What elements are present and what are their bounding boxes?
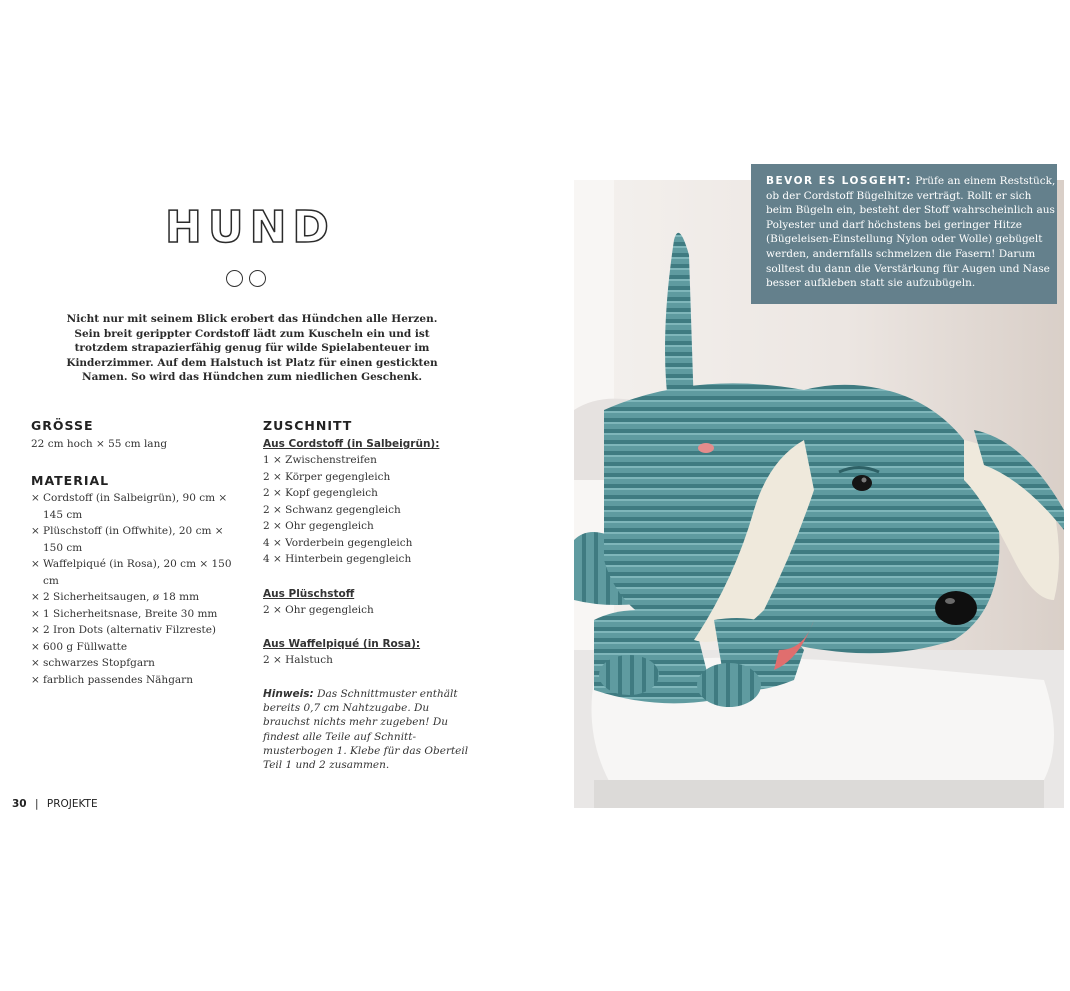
list-item: 2 × Halstuch bbox=[263, 654, 333, 666]
bullet-icon: × bbox=[31, 640, 40, 653]
list-item: × farblich passendes Nähgarn bbox=[31, 672, 241, 689]
bullet-icon: × bbox=[31, 657, 40, 669]
list-item: × 2 Iron Dots (alternativ Filzreste) bbox=[31, 622, 241, 639]
cut-group-corduroy bbox=[263, 436, 439, 568]
tip-box bbox=[751, 164, 1057, 304]
bullet-icon: × bbox=[31, 607, 40, 620]
list-item: 2 × Kopf gegengleich bbox=[263, 487, 378, 499]
cut-group-waffle bbox=[263, 636, 420, 669]
cut-group-plush bbox=[263, 586, 374, 619]
note-text: Hinweis: Das Schnittmuster enthält bereits 0,7 cm Nahtzugabe. Du brauchst nichts mehr zugeben! Du findest alle Teile auf Schnitt-musterbogen 1. Klebe für das Oberteil Teil 1 und 2 zusammen. bbox=[263, 688, 469, 772]
page-number: 30 bbox=[12, 798, 27, 810]
bullet-icon: × bbox=[31, 673, 40, 686]
list-item: 2 × Ohr gegengleich bbox=[263, 520, 374, 532]
list-item: × Cordstoff (in Salbeigrün), 90 cm × 145 cm bbox=[31, 492, 228, 521]
material-heading: MATERIAL bbox=[31, 473, 110, 488]
list-item: × 600 g Füllwatte bbox=[31, 639, 241, 656]
page-title: HUND bbox=[165, 202, 335, 253]
bullet-icon: × bbox=[31, 624, 40, 636]
list-item: 4 × Hinterbein gegengleich bbox=[263, 553, 412, 565]
list-item: × Waffelpiqué (in Rosa), 20 cm × 150 cm bbox=[31, 558, 232, 587]
tip-text: Prüfe an einem Reststück, ob der Cordstoff Bügelhitze verträgt. Rollt er sich beim Bügeln ein, besteht der Stoff wahrscheinlich aus Polyester und darf höchstens bei geringer Hitze (Bügeleisen-Einstellung Nylon oder Wolle) gebügelt werden, andernfalls schmelzen die Fasern! Darum solltest du dann die Verstärkung für Augen und Nase besser aufkleben statt sie aufzubügeln. bbox=[766, 175, 1056, 290]
list-item: × schwarzes Stopfgarn bbox=[31, 655, 241, 672]
ring-icon bbox=[249, 270, 266, 287]
intro-text: Nicht nur mit seinem Blick erobert das Hündchen alle Herzen. Sein breit gerippter Cordstoff lädt zum Kuscheln ein und ist trotzdem strapazierfähig genug für wilde Spielabenteuer im Kinderzimmer. Auf dem Halstuch ist Platz für einen gestickten Namen. So wird das Hündchen zum niedlichen Geschenk. bbox=[66, 313, 438, 383]
list-item: 2 × Ohr gegengleich bbox=[263, 604, 374, 616]
bullet-icon: × bbox=[31, 558, 40, 570]
cut-heading: ZUSCHNITT bbox=[263, 418, 353, 433]
list-item: 1 × Zwischenstreifen bbox=[263, 454, 377, 466]
list-item: × Plüschstoff (in Offwhite), 20 cm × 150 cm bbox=[31, 525, 224, 554]
decorative-rings bbox=[226, 270, 272, 290]
list-item: 4 × Vorderbein gegengleich bbox=[263, 536, 413, 549]
cut-group-title: Aus Cordstoff (in Salbeigrün): bbox=[263, 438, 440, 450]
section-label: PROJEKTE bbox=[46, 798, 98, 810]
note-label: Hinweis: bbox=[263, 688, 314, 700]
footer-separator: | bbox=[34, 798, 39, 810]
material-list bbox=[31, 490, 241, 688]
size-value: 22 cm hoch × 55 cm lang bbox=[31, 438, 168, 450]
cut-group-title: Aus Waffelpiqué (in Rosa): bbox=[263, 638, 421, 650]
bullet-icon: × bbox=[31, 492, 40, 504]
bullet-icon: × bbox=[31, 591, 40, 603]
cut-group-title: Aus Plüschstoff bbox=[263, 588, 355, 600]
list-item: × 1 Sicherheitsnase, Breite 30 mm bbox=[31, 606, 241, 623]
page-footer bbox=[12, 798, 98, 810]
ring-icon bbox=[226, 270, 243, 287]
list-item: × 2 Sicherheitsaugen, ø 18 mm bbox=[31, 589, 241, 606]
bullet-icon: × bbox=[31, 525, 40, 537]
list-item: 2 × Körper gegengleich bbox=[263, 470, 391, 483]
tip-lead: BEVOR ES LOSGEHT: bbox=[766, 175, 912, 187]
size-heading: GRÖSSE bbox=[31, 418, 94, 433]
list-item: 2 × Schwanz gegengleich bbox=[263, 503, 401, 516]
